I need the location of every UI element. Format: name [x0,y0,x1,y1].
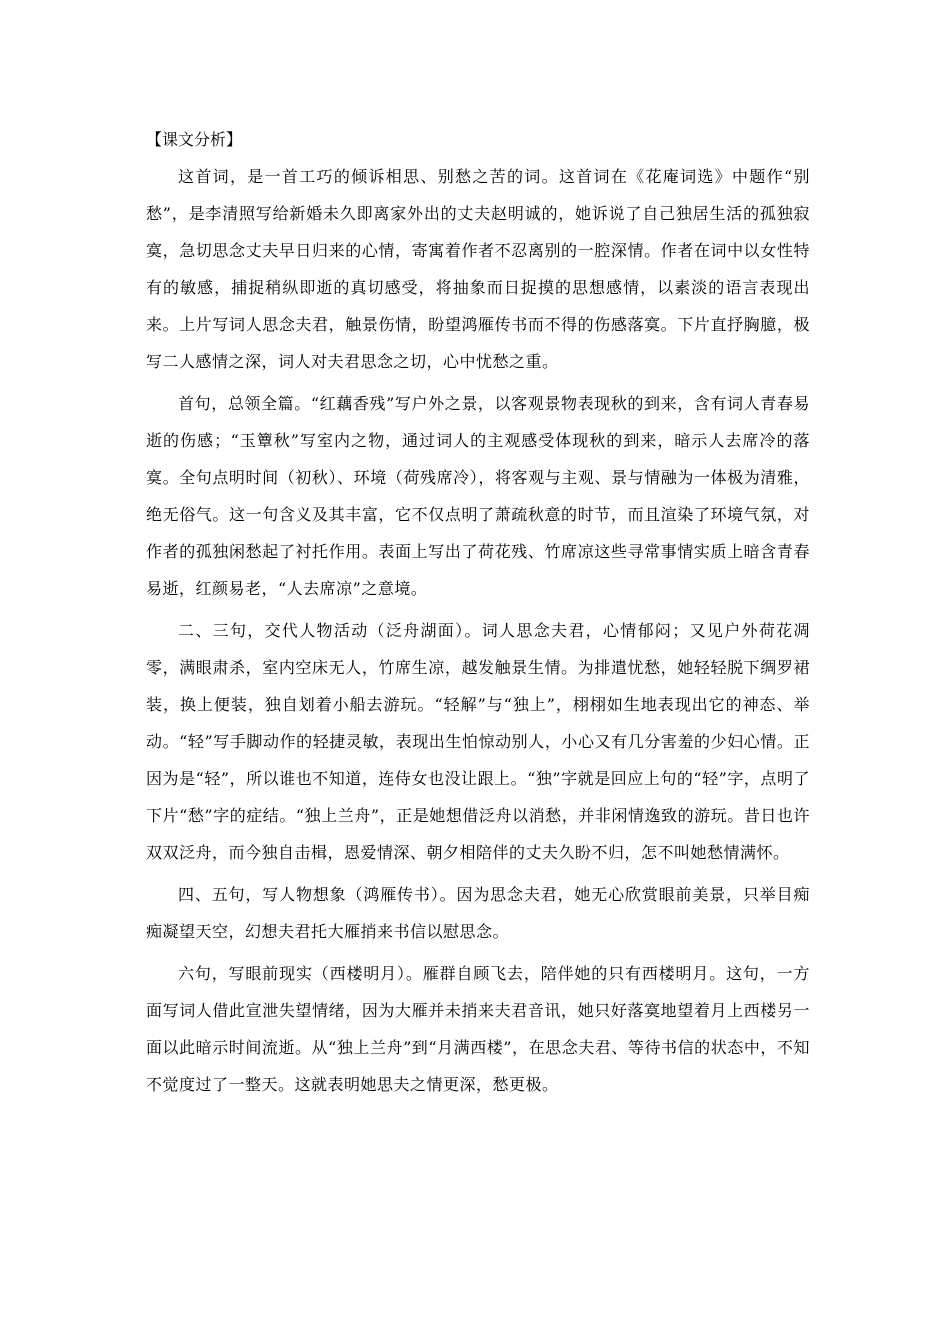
paragraph-3: 二、三句，交代人物活动（泛舟湖面）。词人思念夫君，心情郁闷；又见户外荷花凋零，满眼肃杀，室内空床无人，竹席生凉，越发触景生情。为排遣忧愁，她轻轻脱下绸罗裙装，换上便装，独自划着小船去游玩。“轻解”与“独上”，栩栩如生地表现出它的神态、举动。“轻”写手脚动作的轻捷灵敏，表现出生怕惊动别人，小心又有几分害羞的少妇心情。正因为是“轻”，所以谁也不知道，连侍女也没让跟上。“独”字就是回应上句的“轻”字，点明了下片“愁”字的症结。“独上兰舟”，正是她想借泛舟以消愁，并非闲情逸致的游玩。昔日也许双双泛舟，而今独自击楫，恩爱情深、朝夕相陪伴的丈夫久盼不归，怎不叫她愁情满怀。 [146,621,810,862]
document-body [146,124,810,1108]
paragraph-5: 六句，写眼前现实（西楼明月）。雁群自顾飞去，陪伴她的只有西楼明月。这句，一方面写词人借此宣泄失望情绪，因为大雁并未捎来夫君音讯，她只好落寞地望着月上西楼另一面以此暗示时间流逝。从“独上兰舟”到“月满西楼”，在思念夫君、等待书信的状态中，不知不觉度过了一整天。这就表明她思夫之情更深，愁更极。 [146,964,810,1094]
paragraph-2: 首句，总领全篇。“红藕香残”写户外之景，以客观景物表现秋的到来，含有词人青春易逝的伤感；“玉簟秋”写室内之物，通过词人的主观感受体现秋的到来，暗示人去席冷的落寞。全句点明时间（初秋）、环境（荷残席冷），将客观与主观、景与情融为一体极为清雅，绝无俗气。这一句含义及其丰富，它不仅点明了萧疏秋意的时节，而且渲染了环境气氛，对作者的孤独闲愁起了衬托作用。表面上写出了荷花残、竹席凉这些寻常事情实质上暗含青春易逝，红颜易老，“人去席凉”之意境。 [146,394,810,598]
section-heading: 【课文分析】 [146,130,243,149]
paragraph-4: 四、五句，写人物想象（鸿雁传书）。因为思念夫君，她无心欣赏眼前美景，只举目痴痴凝望天空，幻想夫君托大雁捎来书信以慰思念。 [146,885,810,941]
paragraph-1: 这首词，是一首工巧的倾诉相思、别愁之苦的词。这首词在《花庵词选》中题作“别愁”，是李清照写给新婚未久即离家外出的丈夫赵明诚的，她诉说了自己独居生活的孤独寂寞，急切思念丈夫早日归来的心情，寄寓着作者不忍离别的一腔深情。作者在词中以女性特有的敏感，捕捉稍纵即逝的真切感受，将抽象而日捉摸的思想感情，以素淡的语言表现出来。上片写词人思念夫君，触景伤情，盼望鸿雁传书而不得的伤感落寞。下片直抒胸臆，极写二人感情之深，词人对夫君思念之切，心中忧愁之重。 [146,167,810,371]
